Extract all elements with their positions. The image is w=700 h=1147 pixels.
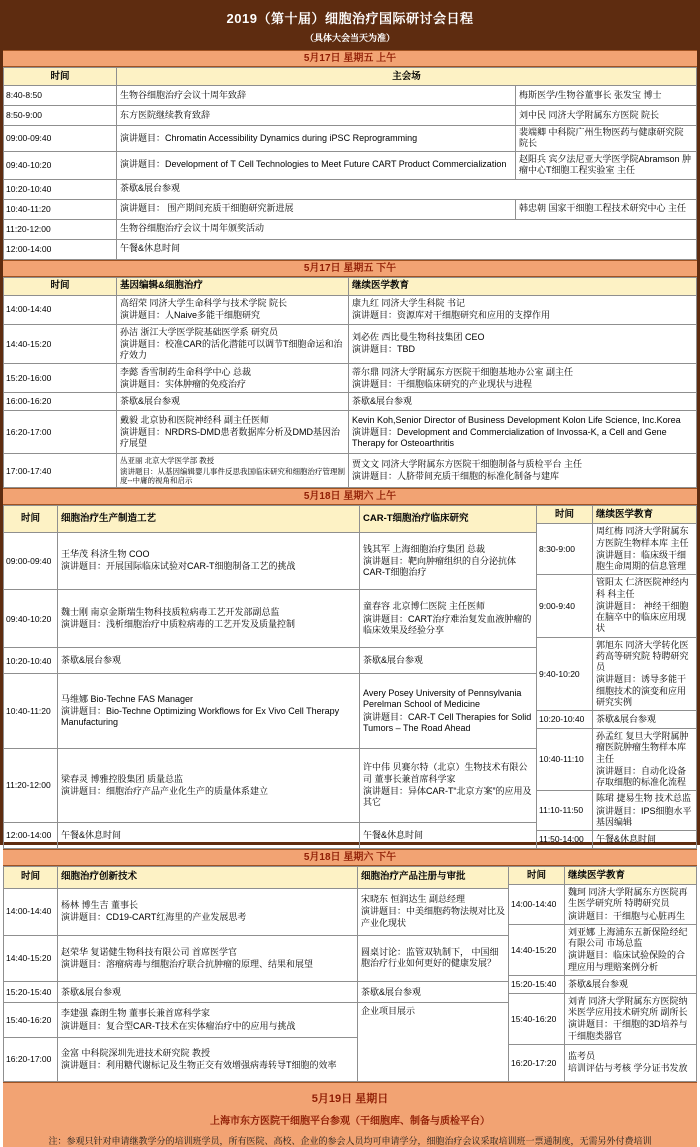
time-cell: 15:40-16:20 [509, 993, 565, 1044]
sat-am-split [3, 505, 697, 849]
table-sat-am-right [536, 505, 697, 849]
time-cell: 09:40-10:20 [4, 151, 117, 179]
break-cell: 茶歇&展台参观 [349, 393, 697, 411]
lunch-cell: 午餐&休息时间 [117, 239, 697, 259]
session-cell: 监考员 培训评估与考核 学分证书发放 [565, 1044, 697, 1081]
session-cell: 演讲题目： 围产期间充质干细胞研究新进展 [117, 199, 516, 219]
session-cell: 贾文文 同济大学附属东方医院干细胞制备与质检平台 主任 演讲题目：人脐带间充质干细胞的标准化制备与建库 [349, 454, 697, 488]
break-cell: 茶歇&展台参观 [593, 711, 697, 729]
exhibition-cell: 企业项目展示 [358, 1003, 509, 1081]
time-col-header: 时间 [4, 68, 117, 86]
time-cell: 14:00-14:40 [4, 888, 58, 935]
time-cell: 14:40-15:20 [509, 924, 565, 975]
session-cell: 康九红 同济大学生科院 书记 演讲题目：资源库对干细胞研究和应用的支撑作用 [349, 295, 697, 324]
session-cell: 蒂尔鼎 同济大学附属东方医院干细胞基地办公室 副主任 演讲题目：干细胞临床研究的产业现状与进程 [349, 364, 697, 393]
table-fri-pm [3, 277, 697, 489]
time-cell: 16:20-17:00 [4, 411, 117, 454]
break-cell: 茶歇&展台参观 [360, 648, 537, 674]
session-cell: 李懿 香雪制药生命科学中心 总裁 演讲题目：实体肿瘤的免疫治疗 [117, 364, 349, 393]
time-cell: 11:20-12:00 [4, 219, 117, 239]
session-cell: 周红梅 同济大学附属东方医院生物样本库 主任 演讲题目：临床级干细胞生命周期的信息管理 [593, 524, 697, 575]
day-band-sat-am: 5月18日 星期六 上午 [3, 488, 697, 505]
speaker-cell: 韩忠朝 国家干细胞工程技术研究中心 主任 [516, 199, 697, 219]
page-title: 2019（第十届）细胞治疗国际研讨会日程 [226, 11, 474, 26]
session-cell: 戴毅 北京协和医院神经科 副主任医师 演讲题目：NRDRS-DMD患者数据库分析及DMD基因治疗展望 [117, 411, 349, 454]
session-cell: 宋晓东 恒润达生 副总经理 演讲题目：中美细胞药物法规对比及产业化现状 [358, 888, 509, 935]
time-cell: 14:40-15:20 [4, 935, 58, 981]
session-cell: 刘青 同济大学附属东方医院纳米医学应用技术研究所 副所长 演讲题目：干细胞的3D培养与干细胞类器官 [565, 993, 697, 1044]
session-cell: 演讲题目：Development of T Cell Technologies to Meet Future CART Product Commercialization [117, 151, 516, 179]
time-cell: 14:00-14:40 [4, 295, 117, 324]
day-band-fri-am: 5月17日 星期五 上午 [3, 50, 697, 67]
time-cell: 10:40-11:20 [4, 199, 117, 219]
session-cell: 许中伟 贝赛尔特（北京）生物技术有限公司 董事长兼首席科学家 演讲题目：异体CAR-T“北京方案”的应用及其它 [360, 748, 537, 822]
time-cell: 14:00-14:40 [509, 885, 565, 925]
time-cell: 10:20-10:40 [4, 648, 58, 674]
track-header-manufacturing: 细胞治疗生产制造工艺 [58, 506, 360, 532]
time-cell: 09:00-09:40 [4, 532, 58, 590]
time-cell: 9:00-9:40 [537, 575, 593, 637]
speaker-cell: 赵阳兵 宾夕法尼亚大学医学院Abramson 肿瘤中心T细胞工程实验室 主任 [516, 151, 697, 179]
session-cell: 丛亚丽 北京大学医学部 教授 演讲题目：从基因编辑婴儿事件反思我国临床研究和细胞治疗管理制度--中庸的视角和启示 [117, 454, 349, 488]
main-hall-header: 主会场 [117, 68, 697, 86]
time-cell: 14:40-15:20 [4, 324, 117, 364]
session-cell: Kevin Koh,Senior Director of Business Development Kolon Life Science, Inc.Korea 演讲题目：Development and Commercialization of Invossa-K, a Cell and Gene Therapy for Osteoarthritis [349, 411, 697, 454]
lunch-cell: 午餐&休息时间 [58, 822, 360, 848]
time-cell: 8:40-8:50 [4, 86, 117, 106]
session-cell: 魏士刚 南京金斯瑞生物科技质粒病毒工艺开发部副总监 演讲题目：浅析细胞治疗中质粒病毒的工艺开发及质量控制 [58, 590, 360, 648]
session-cell: 孙洁 浙江大学医学院基础医学系 研究员 演讲题目：校准CAR的活化潜能可以调节T细胞命运和治疗效力 [117, 324, 349, 364]
footer-banner [3, 1082, 697, 1147]
session-cell: 刘必佐 西比曼生物科技集团 CEO 演讲题目：TBD [349, 324, 697, 364]
lunch-cell: 午餐&休息时间 [360, 822, 537, 848]
break-cell: 茶歇&展台参观 [58, 648, 360, 674]
break-cell: 茶歇&展台参观 [58, 982, 358, 1003]
break-cell: 茶歇&展台参观 [565, 975, 697, 993]
time-cell: 11:20-12:00 [4, 748, 58, 822]
track-header-cme: 继续医学教育 [565, 867, 697, 885]
session-cell: 王华茂 科济生物 COO 演讲题目：开展国际临床试验对CAR-T细胞制备工艺的挑战 [58, 532, 360, 590]
time-cell: 15:20-16:00 [4, 364, 117, 393]
time-cell: 12:00-14:00 [4, 822, 58, 848]
session-cell: 孙孟红 复旦大学附属肿瘤医院肿瘤生物样本库 主任 演讲题目：自动化设备存取细胞的标准化流程 [593, 729, 697, 791]
speaker-cell: 刘中民 同济大学附属东方医院 院长 [516, 106, 697, 126]
time-cell: 12:00-14:00 [4, 239, 117, 259]
track-header-gene-editing: 基因编辑&细胞治疗 [117, 277, 349, 295]
session-cell: 陈珺 捷易生物 技术总监 演讲题目：IPS细胞水平基因编辑 [593, 791, 697, 831]
track-header-cme: 继续医学教育 [593, 506, 697, 524]
time-cell: 10:40-11:10 [537, 729, 593, 791]
speaker-cell: 裴端卿 中科院广州生物医药与健康研究院 院长 [516, 126, 697, 152]
day-band-sat-pm: 5月18日 星期六 下午 [3, 849, 697, 866]
time-cell: 8:30-9:00 [537, 524, 593, 575]
time-col-header: 时间 [509, 867, 565, 885]
session-cell: 管阳太 仁济医院神经内科 科主任 演讲题目： 神经干细胞在脑卒中的临床应用现状 [593, 575, 697, 637]
table-sat-am-left [3, 505, 537, 849]
footer-note: 注：参观只针对申请继教学分的培训班学员，所有医院、高校、企业的参会人员均可申请学分，细胞治疗会议采取培训班一票通制度，无需另外付费培训 [48, 1135, 652, 1146]
time-cell: 15:20-15:40 [509, 975, 565, 993]
track-header-registration: 细胞治疗产品注册与审批 [358, 867, 509, 888]
lunch-cell: 午餐&休息时间 [593, 831, 697, 849]
time-col-header: 时间 [4, 506, 58, 532]
time-cell: 16:20-17:20 [509, 1044, 565, 1081]
time-col-header: 时间 [4, 867, 58, 888]
session-cell: 赵荣华 复诺健生物科技有限公司 首席医学官 演讲题目：溶瘤病毒与细胞治疗联合抗肿瘤的原理、结果和展望 [58, 935, 358, 981]
session-cell: 钱其军 上海细胞治疗集团 总裁 演讲题目：靶向肿瘤组织的自分泌抗体CAR-T细胞治疗 [360, 532, 537, 590]
session-cell: 演讲题目：Chromatin Accessibility Dynamics during iPSC Reprogramming [117, 126, 516, 152]
time-cell: 17:00-17:40 [4, 454, 117, 488]
table-sat-pm-left [3, 866, 509, 1082]
time-col-header: 时间 [4, 277, 117, 295]
break-cell: 茶歇&展台参观 [358, 982, 509, 1003]
track-header-cme: 继续医学教育 [349, 277, 697, 295]
time-cell: 10:20-10:40 [4, 179, 117, 199]
session-cell: 梁春灵 博雅控股集团 质量总监 演讲题目：细胞治疗产品产业化生产的质量体系建立 [58, 748, 360, 822]
title-bar [3, 3, 697, 50]
time-cell: 15:20-15:40 [4, 982, 58, 1003]
session-cell: 生物谷细胞治疗会议十周年致辞 [117, 86, 516, 106]
time-cell: 11:50-14:00 [537, 831, 593, 849]
footer-venue: 上海市东方医院干细胞平台参观（干细胞库、制备与质检平台） [210, 1115, 490, 1127]
session-cell: Avery Posey University of Pennsylvania Perelman School of Medicine 演讲题目：CAR-T Cell Therapies for Solid Tumors – The Road Ahead [360, 674, 537, 748]
session-cell: 东方医院继续教育致辞 [117, 106, 516, 126]
footer-date: 5月19日 星期日 [311, 1092, 389, 1105]
speaker-cell: 梅斯医学/生物谷董事长 张发宝 博士 [516, 86, 697, 106]
track-header-cart-clinical: CAR-T细胞治疗临床研究 [360, 506, 537, 532]
track-header-innovation: 细胞治疗创新技术 [58, 867, 358, 888]
session-cell: 郭旭东 同济大学转化医药高等研究院 特聘研究员 演讲题目：诱导多能干细胞技术的演变和应用研究实例 [593, 637, 697, 711]
time-cell: 16:20-17:00 [4, 1037, 58, 1081]
session-cell: 金富 中科院深圳先进技术研究院 教授 演讲题目：利用糖代谢标记及生物正交有效增强病毒转导T细胞的效率 [58, 1037, 358, 1081]
time-cell: 9:40-10:20 [537, 637, 593, 711]
time-cell: 09:00-09:40 [4, 126, 117, 152]
time-cell: 10:20-10:40 [537, 711, 593, 729]
session-cell: 杨林 博生吉 董事长 演讲题目：CD19-CART红海里的产业发展思考 [58, 888, 358, 935]
time-cell: 15:40-16:20 [4, 1003, 58, 1037]
day-band-fri-pm: 5月17日 星期五 下午 [3, 260, 697, 277]
page-subtitle: （具体大会当天为准） [304, 33, 395, 43]
session-cell: 童春容 北京博仁医院 主任医师 演讲题目：CART治疗难治复发血液肿瘤的临床效果及经验分享 [360, 590, 537, 648]
time-cell: 10:40-11:20 [4, 674, 58, 748]
table-fri-am [3, 67, 697, 260]
time-cell: 16:00-16:20 [4, 393, 117, 411]
session-cell: 李建强 森朗生物 董事长兼首席科学家 演讲题目：复合型CAR-T技术在实体瘤治疗中的应用与挑战 [58, 1003, 358, 1037]
session-cell: 高绍荣 同济大学生命科学与技术学院 院长 演讲题目：人Naive多能干细胞研究 [117, 295, 349, 324]
time-cell: 11:10-11:50 [537, 791, 593, 831]
award-cell: 生物谷细胞治疗会议十周年颁奖活动 [117, 219, 697, 239]
table-sat-pm-right [508, 866, 697, 1082]
session-cell: 刘亚娜 上海浦东五新保险经纪有限公司 市场总监 演讲题目：临床试验保险的合理应用与理赔案例分析 [565, 924, 697, 975]
time-cell: 8:50-9:00 [4, 106, 117, 126]
time-cell: 09:40-10:20 [4, 590, 58, 648]
sat-pm-split [3, 866, 697, 1082]
session-cell: 魏珂 同济大学附属东方医院再生医学研究所 特聘研究员 演讲题目：干细胞与心脏再生 [565, 885, 697, 925]
session-cell: 马维娜 Bio-Techne FAS Manager 演讲题目：Bio-Techne Optimizing Workflows for Ex Vivo Cell Therapy Manufacturing [58, 674, 360, 748]
roundtable-cell: 圆桌讨论：监管双轨制下， 中国细胞治疗行业如何更好的健康发展？ [358, 935, 509, 981]
break-cell: 茶歇&展台参观 [117, 393, 349, 411]
time-col-header: 时间 [537, 506, 593, 524]
break-cell: 茶歇&展台参观 [117, 179, 697, 199]
